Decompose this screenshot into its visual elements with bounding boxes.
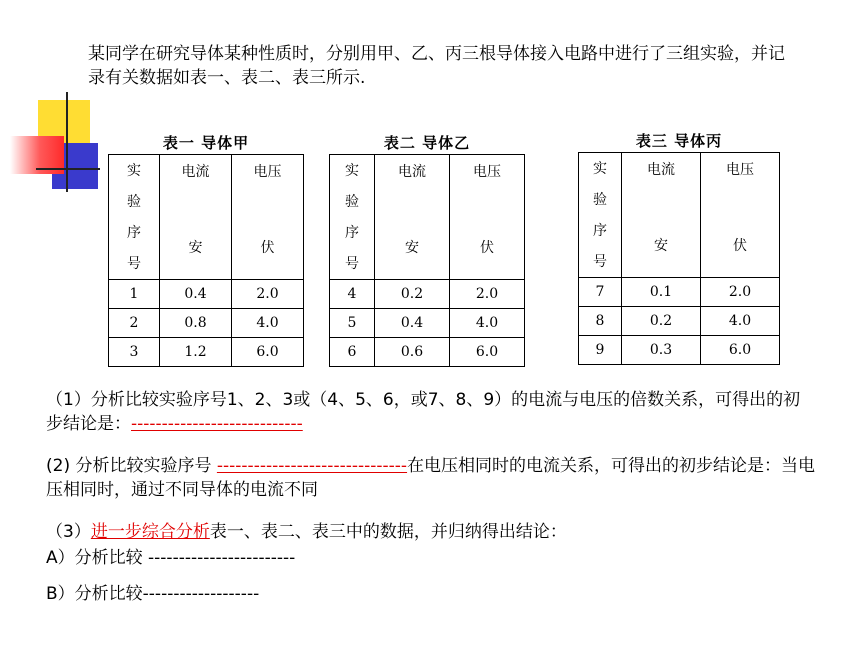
- voltage-header: 电压 伏: [701, 153, 780, 278]
- decor-vertical-line: [66, 92, 68, 192]
- table-row: 9 0.3 6.0: [579, 336, 780, 365]
- answer-blank-2[interactable]: -------------------------------: [216, 456, 408, 476]
- table-2: [329, 132, 525, 367]
- voltage-header: 电压 伏: [232, 155, 304, 280]
- trial-header: 实 验 序 号: [109, 155, 160, 280]
- current-header: 电流 安: [160, 155, 232, 280]
- question-3b: B）分析比较-------------------: [46, 584, 260, 604]
- further-analysis-link[interactable]: 进一步综合分析: [90, 522, 210, 542]
- current-header: 电流 安: [622, 153, 701, 278]
- table-row: 2 0.8 4.0: [109, 309, 304, 338]
- intro-paragraph: 某同学在研究导体某种性质时，分别用甲、乙、丙三根导体接入电路中进行了三组实验，并记录有关数据如表一、表二、表三所示.: [88, 44, 785, 88]
- table-row: 8 0.2 4.0: [579, 307, 780, 336]
- question-2: (2) 分析比较实验序号 -------------------------------在电压相同时的电流关系，可得出的初步结论是：当电压相同时，通过不同导体的电流不同: [46, 456, 816, 500]
- decor-horizontal-line: [36, 168, 100, 170]
- table-row: 4 0.2 2.0: [330, 280, 525, 309]
- answer-blank-1[interactable]: ----------------------------: [131, 414, 303, 434]
- voltage-header: 电压 伏: [450, 155, 525, 280]
- table-1: [108, 132, 304, 367]
- table-row: 3 1.2 6.0: [109, 338, 304, 367]
- trial-header: 实 验 序 号: [579, 153, 622, 278]
- table-row: 6 0.6 6.0: [330, 338, 525, 367]
- current-header: 电流 安: [375, 155, 450, 280]
- question-3: （3）进一步综合分析表一、表二、表三中的数据，并归纳得出结论：: [46, 522, 567, 542]
- table-title: 表一 导体甲: [162, 134, 250, 152]
- table-3: [578, 130, 780, 365]
- trial-header: 实 验 序 号: [330, 155, 375, 280]
- question-1: （1）分析比较实验序号1、2、3或（4、5、6，或7、8、9）的电流与电压的倍数关系，可得出的初步结论是：----------------------------: [46, 390, 801, 434]
- table-title: 表三 导体丙: [635, 132, 723, 150]
- table-row: 7 0.1 2.0: [579, 278, 780, 307]
- table-row: 1 0.4 2.0: [109, 280, 304, 309]
- table-row: 5 0.4 4.0: [330, 309, 525, 338]
- question-3a: A）分析比较 ------------------------: [46, 548, 296, 568]
- table-title: 表二 导体乙: [383, 134, 471, 152]
